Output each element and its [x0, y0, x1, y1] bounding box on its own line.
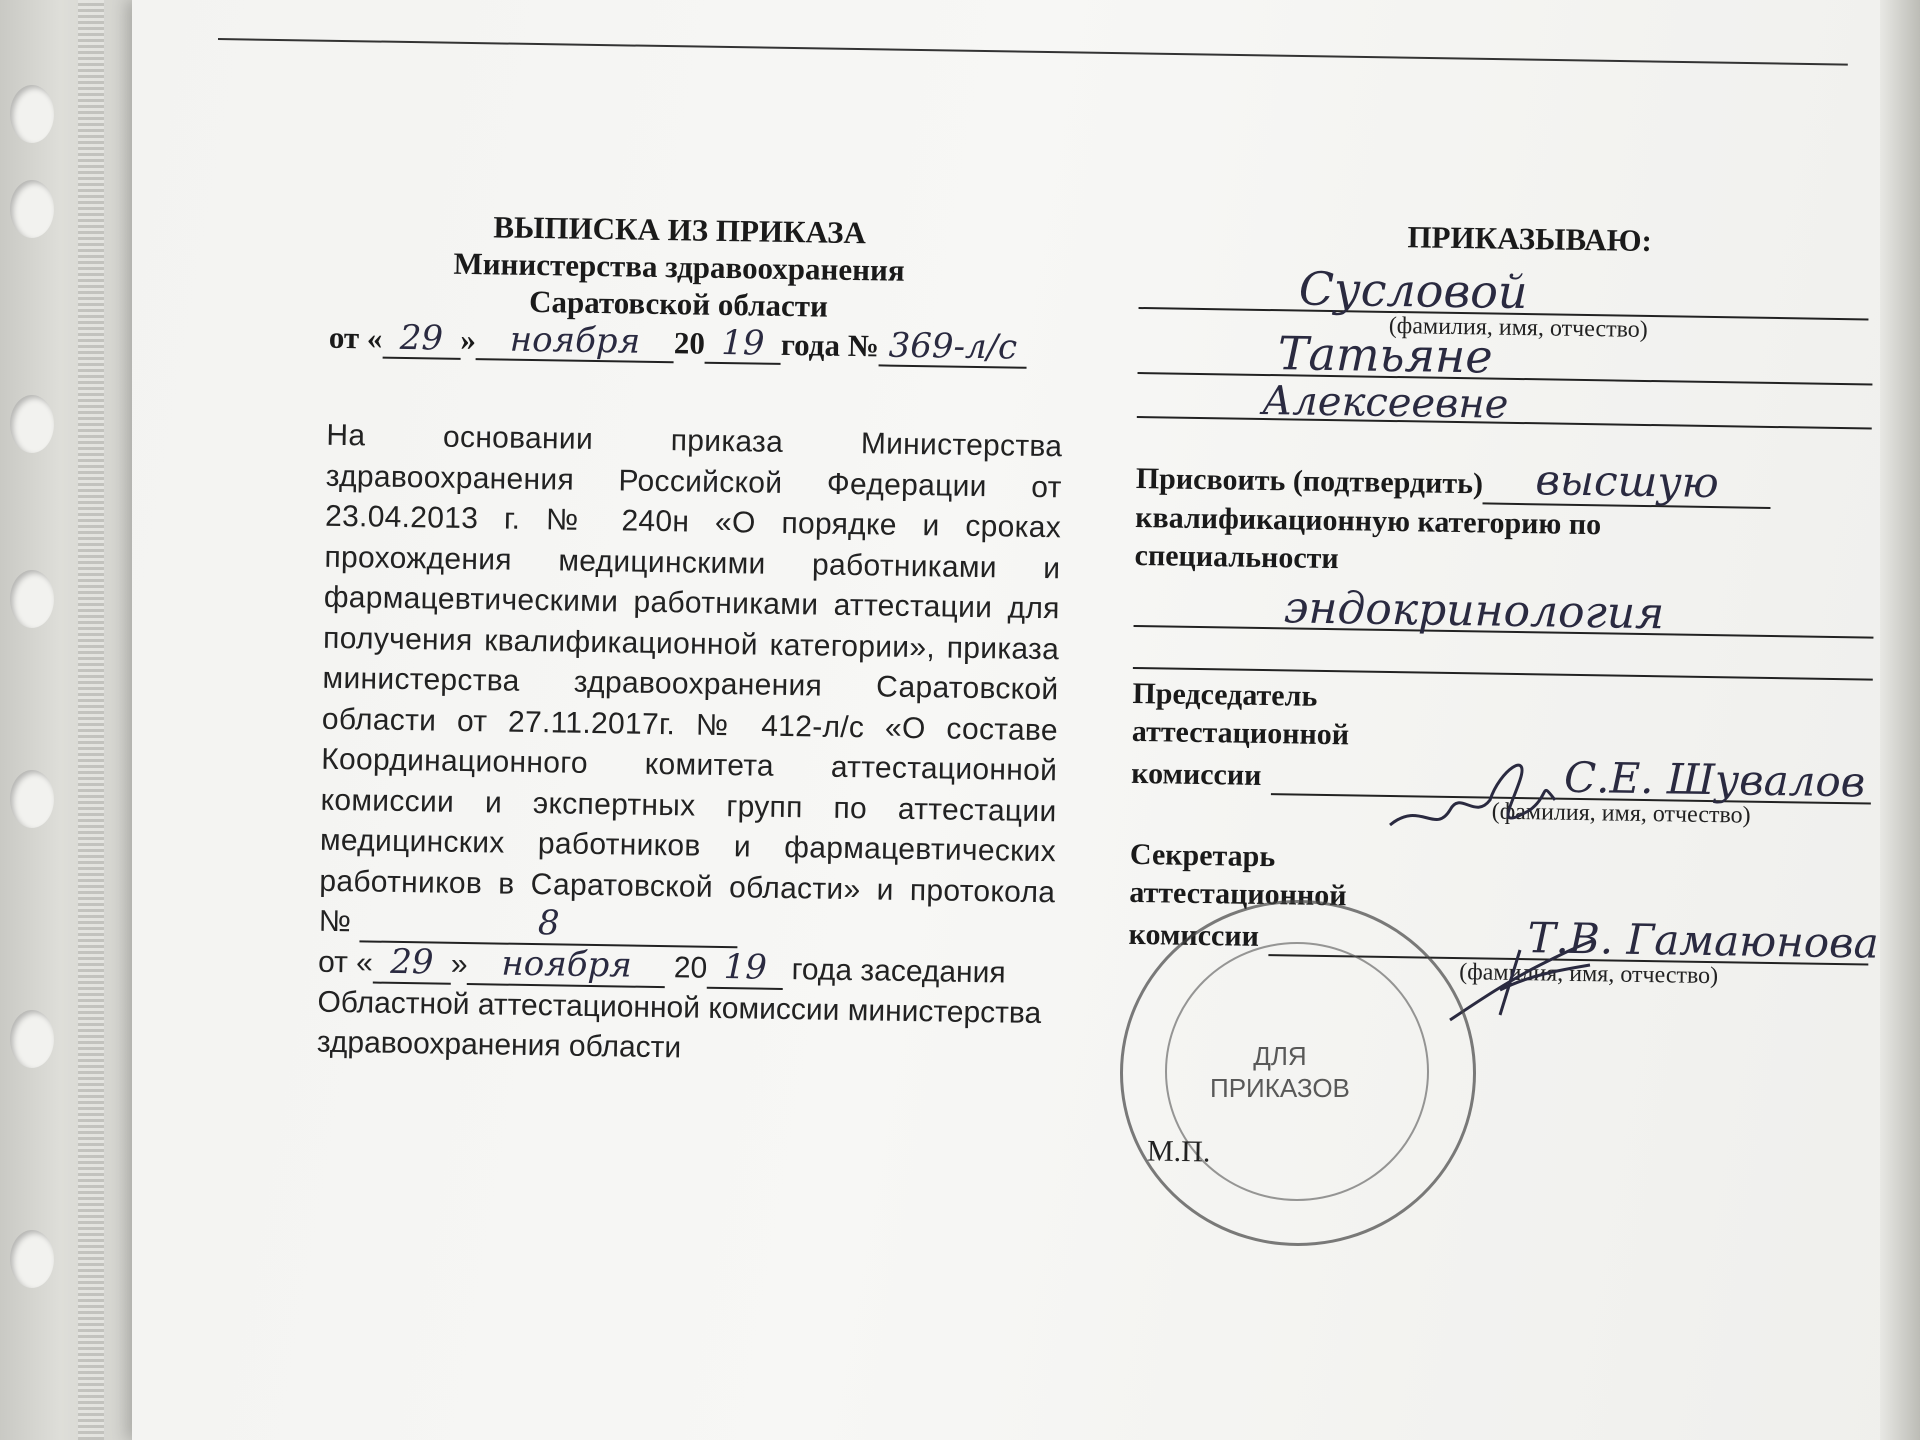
secretary-label-2: аттестационной — [1129, 875, 1347, 913]
punch-hole — [10, 770, 54, 828]
secretary-name-handwritten: Т.В. Гамаюнова — [1527, 913, 1880, 968]
category-handwritten: высшую — [1535, 455, 1720, 508]
sleeve-binding-strip — [78, 0, 104, 1440]
order-day: 29 — [399, 317, 444, 359]
specialty-label: специальности — [1134, 538, 1339, 576]
chair-name-handwritten: С.Е. Шувалов — [1563, 752, 1866, 807]
order-column — [1128, 215, 1900, 993]
stamp-label: ДЛЯ ПРИКАЗОВ — [1210, 1041, 1350, 1103]
extract-title — [278, 205, 1080, 329]
seal-place-label: М.П. — [1146, 1134, 1211, 1169]
punch-hole — [10, 570, 54, 628]
order-title: ПРИКАЗЫВАЮ: — [1407, 219, 1653, 259]
chair-label-2: аттестационной — [1131, 714, 1350, 752]
protocol-year: 19 — [723, 946, 768, 988]
name-caption: (фамилия, имя, отчество) — [1388, 312, 1648, 343]
category-text-line: квалификационную категорию по — [1134, 500, 1602, 542]
surname-handwritten: Сусловой — [1298, 261, 1528, 320]
order-date-line: от « 29 » ноября 20 19 года № 369-л/с — [278, 318, 1079, 370]
protocol-number: 8 — [537, 903, 561, 944]
protocol-month: ноября — [501, 943, 633, 986]
chair-signature-row: комиссии С.Е. Шувалов — [1131, 751, 1872, 805]
first-name-handwritten: Татьяне — [1277, 326, 1493, 384]
assign-line: Присвоить (подтвердить) высшую — [1136, 456, 1897, 511]
extract-column — [267, 205, 1080, 1074]
specialty-field — [1134, 577, 1875, 639]
punch-hole — [10, 85, 54, 143]
patronymic-field — [1137, 376, 1873, 430]
protocol-day: 29 — [389, 941, 434, 983]
punch-hole — [10, 1230, 54, 1288]
title-line: ВЫПИСКА ИЗ ПРИКАЗА — [493, 209, 867, 251]
punch-hole — [10, 180, 54, 238]
chair-signature-scribble — [1380, 740, 1580, 850]
region-line: Саратовской области — [528, 283, 829, 324]
order-month: ноября — [509, 319, 641, 362]
secretary-signature-row: комиссии Т.В. Гамаюнова — [1128, 913, 1880, 968]
secretary-caption: (фамилия, имя, отчество) — [1458, 959, 1719, 990]
chair-label-1: Председатель — [1132, 676, 1318, 713]
chair-caption: (фамилия, имя, отчество) — [1491, 798, 1751, 829]
punch-hole — [10, 1010, 54, 1068]
plastic-sleeve — [0, 0, 150, 1440]
specialty-handwritten: эндокринология — [1283, 582, 1665, 640]
protocol-date-line: от « 29 » ноября 20 19 года заседания Областной аттестационной комиссии министерства здравоохранения области — [316, 941, 1042, 1064]
basis-paragraph: На основании приказа Министерства здравоохранения Российской Федерации от 23.04.2013 г. № 240н «О порядке и сроках прохождения медицинскими работниками и фармацевтическими работниками аттестации для получения квалификационной категории», приказа министерства здравоохранения Саратовской области от 27.11.2017г. № 412-л/с «О составе Координационного комитета аттестационной комиссии и экспертных групп по аттестации медицинских работников и фармацевтических работников в Саратовской области» и протокола № 8 — [318, 416, 1062, 954]
punch-hole — [10, 395, 54, 453]
patronymic-handwritten: Алексеевне — [1261, 377, 1509, 428]
ministry-line: Министерства здравоохранения — [453, 245, 905, 288]
secretary-label-1: Секретарь — [1129, 837, 1276, 874]
order-year: 19 — [720, 322, 765, 364]
order-number: 369-л/с — [888, 325, 1018, 368]
